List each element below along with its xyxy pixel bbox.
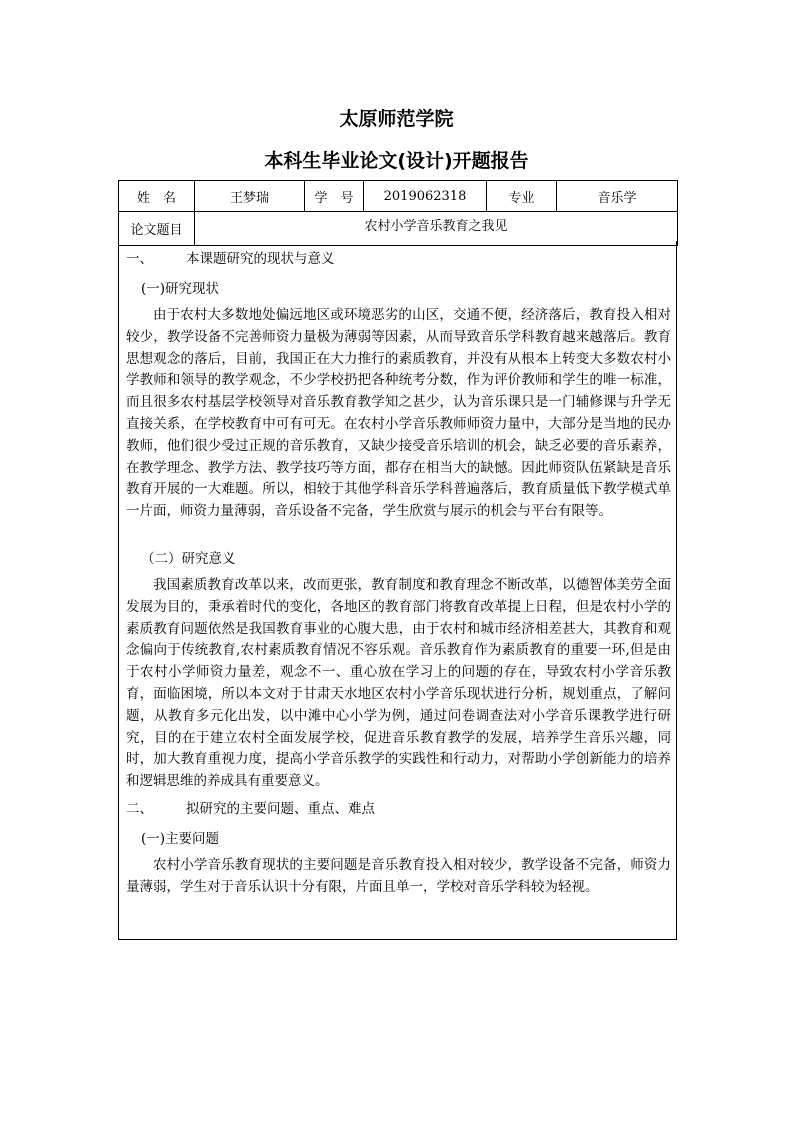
name-value: 王梦瑞 <box>195 181 305 212</box>
school-name: 太原师范学院 <box>339 108 454 130</box>
section-1-heading <box>126 247 335 267</box>
subsection-significance-heading: （二）研究意义 <box>141 551 236 567</box>
paragraph-status: 由于农村大多数地处偏远地区或环境恶劣的山区，交通不便，经济落后，教育投入相对较少，教学设备不完善师资力量极为薄弱等因素，从而导致音乐学科教育越来越落后。教育思想观念的落后，目前，我国正在大力推行的素质教育，并没有从根本上转变大多数农村小学教师和领导的教学观念，不少学校扔把各种统考分数，作为评价教师和学生的唯一标准，而且很多农村基层学校领导对音乐教育教学知之甚少，认为音乐课只是一门辅修课与升学无直接关系，在学校教育中可有可无。在农村小学音乐教师师资力量中，大部分是当地的民办教师，他们很少受过正规的音乐教育，又缺少接受音乐培训的机会，缺乏必要的音乐素养，在教学理念、教学方法、教学技巧等方面，都存在相当大的缺憾。因此师资队伍紧缺是音乐教育开展的一大难题。所以，相较于其他学科音乐学科普遍落后，教育质量低下教学模式单一片面，师资力量薄弱，音乐设备不完备，学生欣赏与展示的机会与平台有限等。 <box>126 307 671 520</box>
student-id-label: 学 号 <box>305 181 364 212</box>
subsection-status-heading: (一)研究现状 <box>141 281 220 297</box>
topic-label: 论文题目 <box>119 212 195 246</box>
student-id-value: 2019062318 <box>364 181 487 212</box>
major-value: 音乐学 <box>557 181 678 212</box>
section-2-heading <box>126 797 375 817</box>
info-table <box>118 180 678 246</box>
section-1-number: 一、 <box>126 251 153 267</box>
section-2-number: 二、 <box>126 801 153 817</box>
paragraph-significance: 我国素质教育改革以来，改而更张，教育制度和教育理念不断改革，以德智体美劳全面发展为目的，秉承着时代的变化，各地区的教育部门将教育改革提上日程，但是农村小学的素质教育问题依然是我国教育事业的心腹大患，由于农村和城市经济相差甚大，其教育和观念偏向于传统教育,农村素质教育情况不容乐观。音乐教育作为素质教育的重要一环,但是由于农村小学师资力量差，观念不一、重心放在学习上的问题的存在，导致农村小学音乐教育，面临困境，所以本文对于甘肃天水地区农村小学音乐现状进行分析，规划重点，了解问题，从教育多元化出发，以中滩中心小学为例，通过问卷调查法对小学音乐课教学进行研究，目的在于建立农村全面发展学校，促进音乐教育教学的发展，培养学生音乐兴趣，同时，加大教育重视力度，提高小学音乐教学的实践性和行动力，对帮助小学创新能力的培养和逻辑思维的养成具有重要意义。 <box>126 577 671 790</box>
topic-value: 农村小学音乐教育之我见 <box>195 212 678 246</box>
name-label: 姓 名 <box>119 181 195 212</box>
section-1-title: 本课题研究的现状与意义 <box>186 251 335 267</box>
info-row <box>119 181 678 212</box>
major-label: 专业 <box>487 181 557 212</box>
paragraph-problems: 农村小学音乐教育现状的主要问题是音乐教育投入相对较少，教学设备不完备，师资力量薄弱，学生对于音乐认识十分有限，片面且单一，学校对音乐学科较为轻视。 <box>126 857 671 895</box>
report-title: 本科生毕业论文(设计)开题报告 <box>264 150 529 172</box>
subsection-problems-heading: (一)主要问题 <box>141 831 220 847</box>
section-2-title: 拟研究的主要问题、重点、难点 <box>186 801 375 817</box>
report-body <box>118 241 677 940</box>
